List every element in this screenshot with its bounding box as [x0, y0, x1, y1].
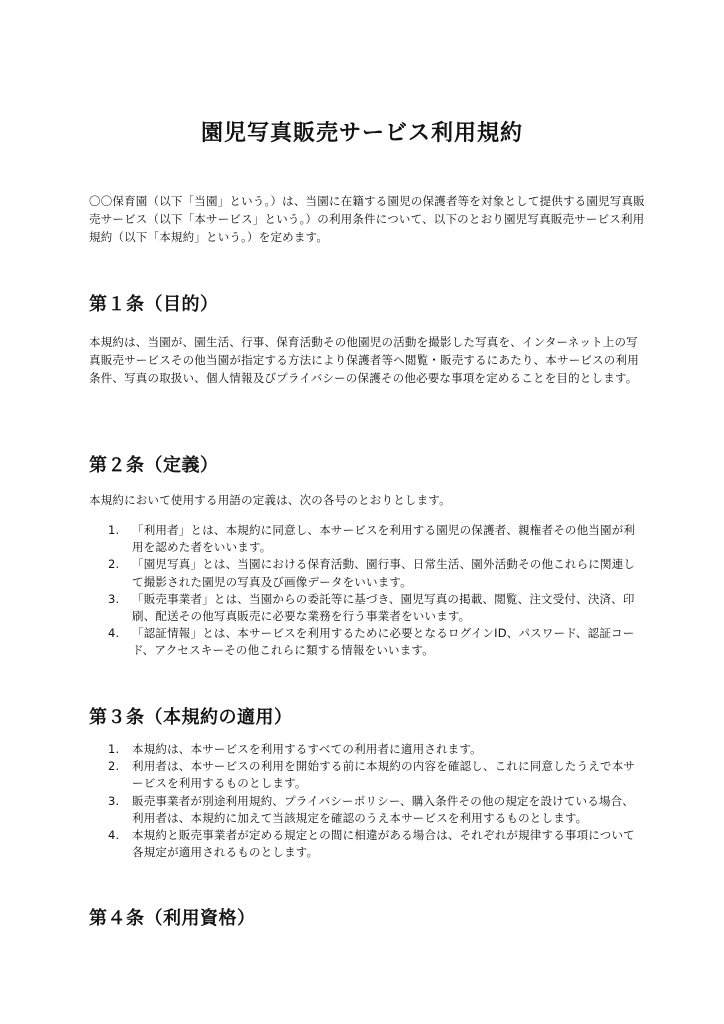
list-item-text: 「園児写真」とは、当園における保育活動、園行事、日常生活、園外活動その他これらに関連して撮影された園児の写真及び画像データをいいます。 [132, 557, 636, 589]
article-4-heading: 第４条（利用資格） [89, 908, 256, 929]
list-item [108, 741, 645, 758]
intro-paragraph: 〇〇保育園（以下「当園」という。）は、当園に在籍する園児の保護者等を対象として提供する園児写真販売サービス（以下「本サービス」という。）の利用条件について、以下のとおり園児写真販売サービス利用規約（以下「本規約」という。）を定めます。 [89, 194, 645, 244]
list-item-text: 「認証情報」とは、本サービスを利用するために必要となるログインID、パスワード、認証コード、アクセスキーその他これらに類する情報をいいます。 [132, 626, 635, 658]
list-item-number: 3. [108, 793, 120, 808]
list-item-text: 本規約と販売事業者が定める規定との間に相違がある場合は、それぞれが規律する事項について各規定が適用されるものとします。 [132, 828, 635, 860]
list-item-text: 「利用者」とは、本規約に同意し、本サービスを利用する園児の保護者、親権者その他当園が利用を認めた者をいいます。 [132, 523, 636, 555]
list-item-number: 4. [108, 626, 120, 641]
list-item-number: 1. [108, 523, 120, 537]
article-3-heading: 第３条（本規約の適用） [89, 707, 293, 728]
list-item-text: 販売事業者が別途利用規約、プライバシーポリシー、購入条件その他の規定を設けている場合、利用者は、本規約に加えて当該規定を確認のうえ本サービスを利用するものとします。 [132, 793, 635, 825]
list-item [108, 591, 645, 625]
document-title: 園児写真販売サービス利用規約 [200, 121, 523, 146]
list-item-number: 3. [108, 591, 120, 606]
article-1-heading: 第１条（目的） [89, 294, 219, 315]
list-item [108, 522, 645, 556]
article-3-clause-list [108, 741, 645, 861]
list-item-number: 1. [108, 742, 120, 756]
list-item [108, 793, 645, 827]
article-2-heading: 第２条（定義） [89, 455, 219, 476]
list-item [108, 827, 645, 861]
list-item-text: 本規約は、本サービスを利用するすべての利用者に適用されます。 [132, 742, 482, 756]
list-item [108, 625, 645, 659]
list-item [108, 758, 645, 792]
article-1-paragraph: 本規約は、当園が、園生活、行事、保育活動その他園児の活動を撮影した写真を、インターネット上の写真販売サービスその他当園が指定する方法により保護者等へ閲覧・販売するにあたり、本サービスの利用条件、写真の取扱い、個人情報及びプライバシーの保護その他必要な事項を定めることを目的とします。 [89, 335, 639, 385]
list-item-text: 利用者は、本サービスの利用を開始する前に本規約の内容を確認し、これに同意したうえで本サービスを利用するものとします。 [132, 759, 636, 791]
list-item-number: 2. [108, 759, 120, 774]
article-2-paragraph: 本規約において使用する用語の定義は、次の各号のとおりとします。 [89, 493, 451, 507]
list-item-text: 「販売事業者」とは、当園からの委託等に基づき、園児写真の掲載、閲覧、注文受付、決済、印刷、配送その他写真販売に必要な業務を行う事業者をいいます。 [132, 591, 635, 624]
list-item-number: 2. [108, 557, 120, 572]
list-item [108, 556, 645, 590]
article-2-definition-list [108, 522, 645, 660]
list-item-number: 4. [108, 828, 120, 843]
